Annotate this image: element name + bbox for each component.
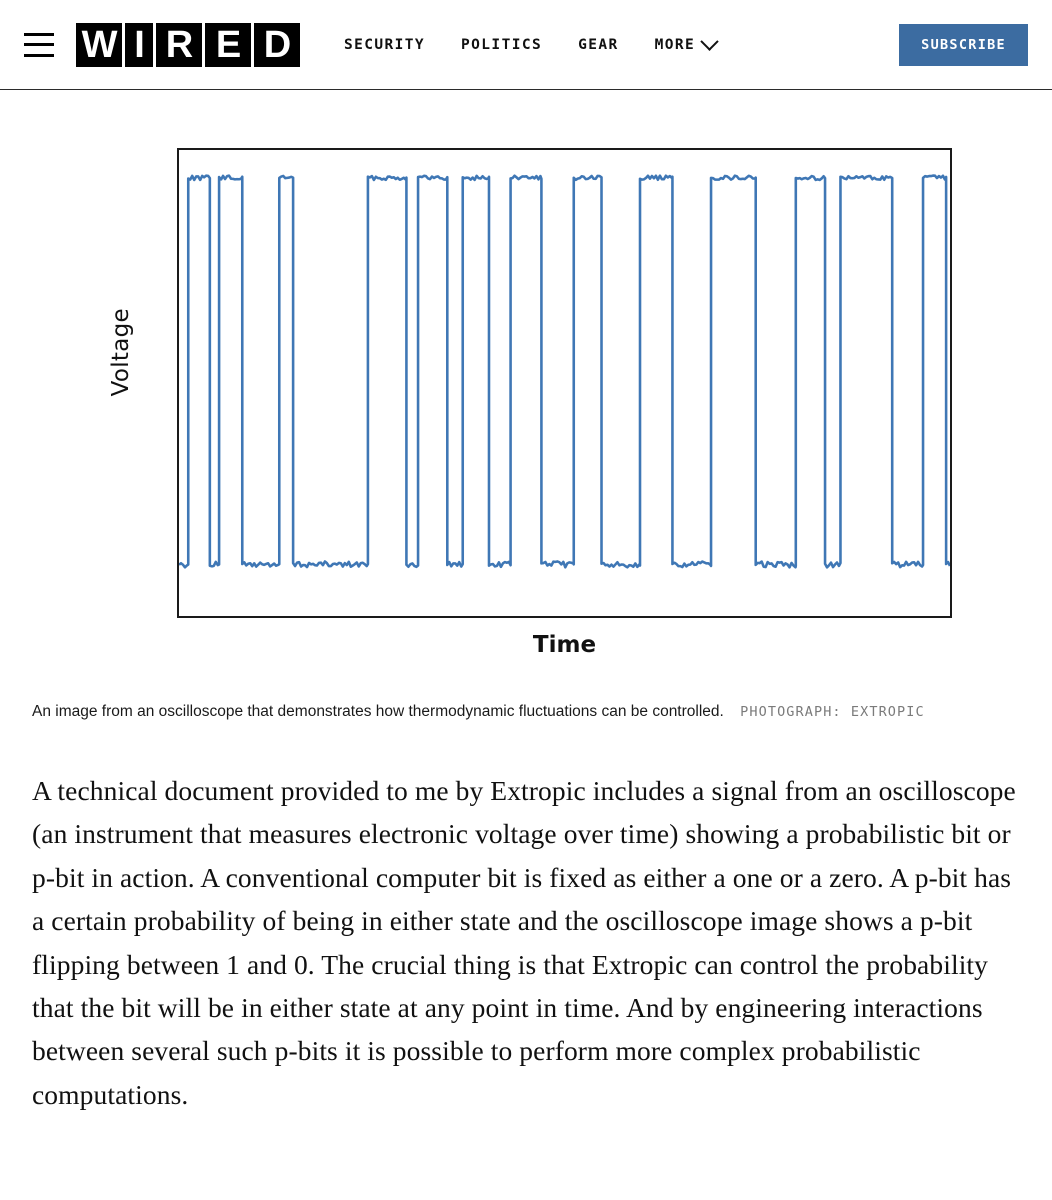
nav-item-more-label: MORE	[654, 36, 696, 53]
logo-letter: D	[254, 23, 300, 67]
nav-item-security[interactable]: SECURITY	[344, 36, 426, 53]
hamburger-bar	[24, 43, 54, 46]
nav-item-gear[interactable]: GEAR	[578, 36, 619, 53]
logo-letter: W	[76, 23, 122, 67]
subscribe-button[interactable]: SUBSCRIBE	[899, 24, 1028, 66]
figure-credit: PHOTOGRAPH: EXTROPIC	[740, 704, 925, 720]
site-header	[0, 0, 1052, 90]
hamburger-bar	[24, 54, 54, 57]
hamburger-icon[interactable]	[24, 33, 54, 57]
wired-logo[interactable]	[76, 23, 300, 67]
oscilloscope-trace	[179, 150, 950, 616]
nav-item-politics[interactable]: POLITICS	[461, 36, 543, 53]
main-nav	[344, 37, 899, 53]
article-paragraph: A technical document provided to me by Extropic includes a signal from an oscilloscope (an instrument that measures electronic voltage over time) showing a probabilistic bit or p-bit in action. A conventional computer bit is fixed as either a one or a zero. A p-bit has a certain probability of being in either state and the oscilloscope image shows a p-bit flipping between 1 and 0. The crucial thing is that Extropic can control the probability that the bit will be in either state at any point in time. And by engineering interactions between several such p-bits it is possible to perform more complex probabilistic computations.	[32, 774, 1016, 1110]
chart-plot-area	[177, 148, 952, 618]
logo-letter: I	[125, 23, 153, 67]
oscilloscope-figure	[32, 148, 1020, 725]
hamburger-bar	[24, 33, 54, 36]
nav-item-more[interactable]	[655, 37, 717, 53]
oscilloscope-chart	[100, 148, 952, 658]
figure-caption	[32, 700, 1020, 725]
article-body	[32, 769, 1020, 1117]
chevron-down-icon	[700, 32, 718, 50]
logo-letter: E	[205, 23, 251, 67]
chart-x-axis-label: Time	[532, 632, 597, 658]
logo-letter: R	[156, 23, 202, 67]
article-content	[0, 148, 1052, 1116]
figure-caption-text: An image from an oscilloscope that demonstrates how thermodynamic fluctuations can be controlled.	[32, 703, 724, 720]
chart-y-axis-label: Voltage	[108, 308, 134, 397]
